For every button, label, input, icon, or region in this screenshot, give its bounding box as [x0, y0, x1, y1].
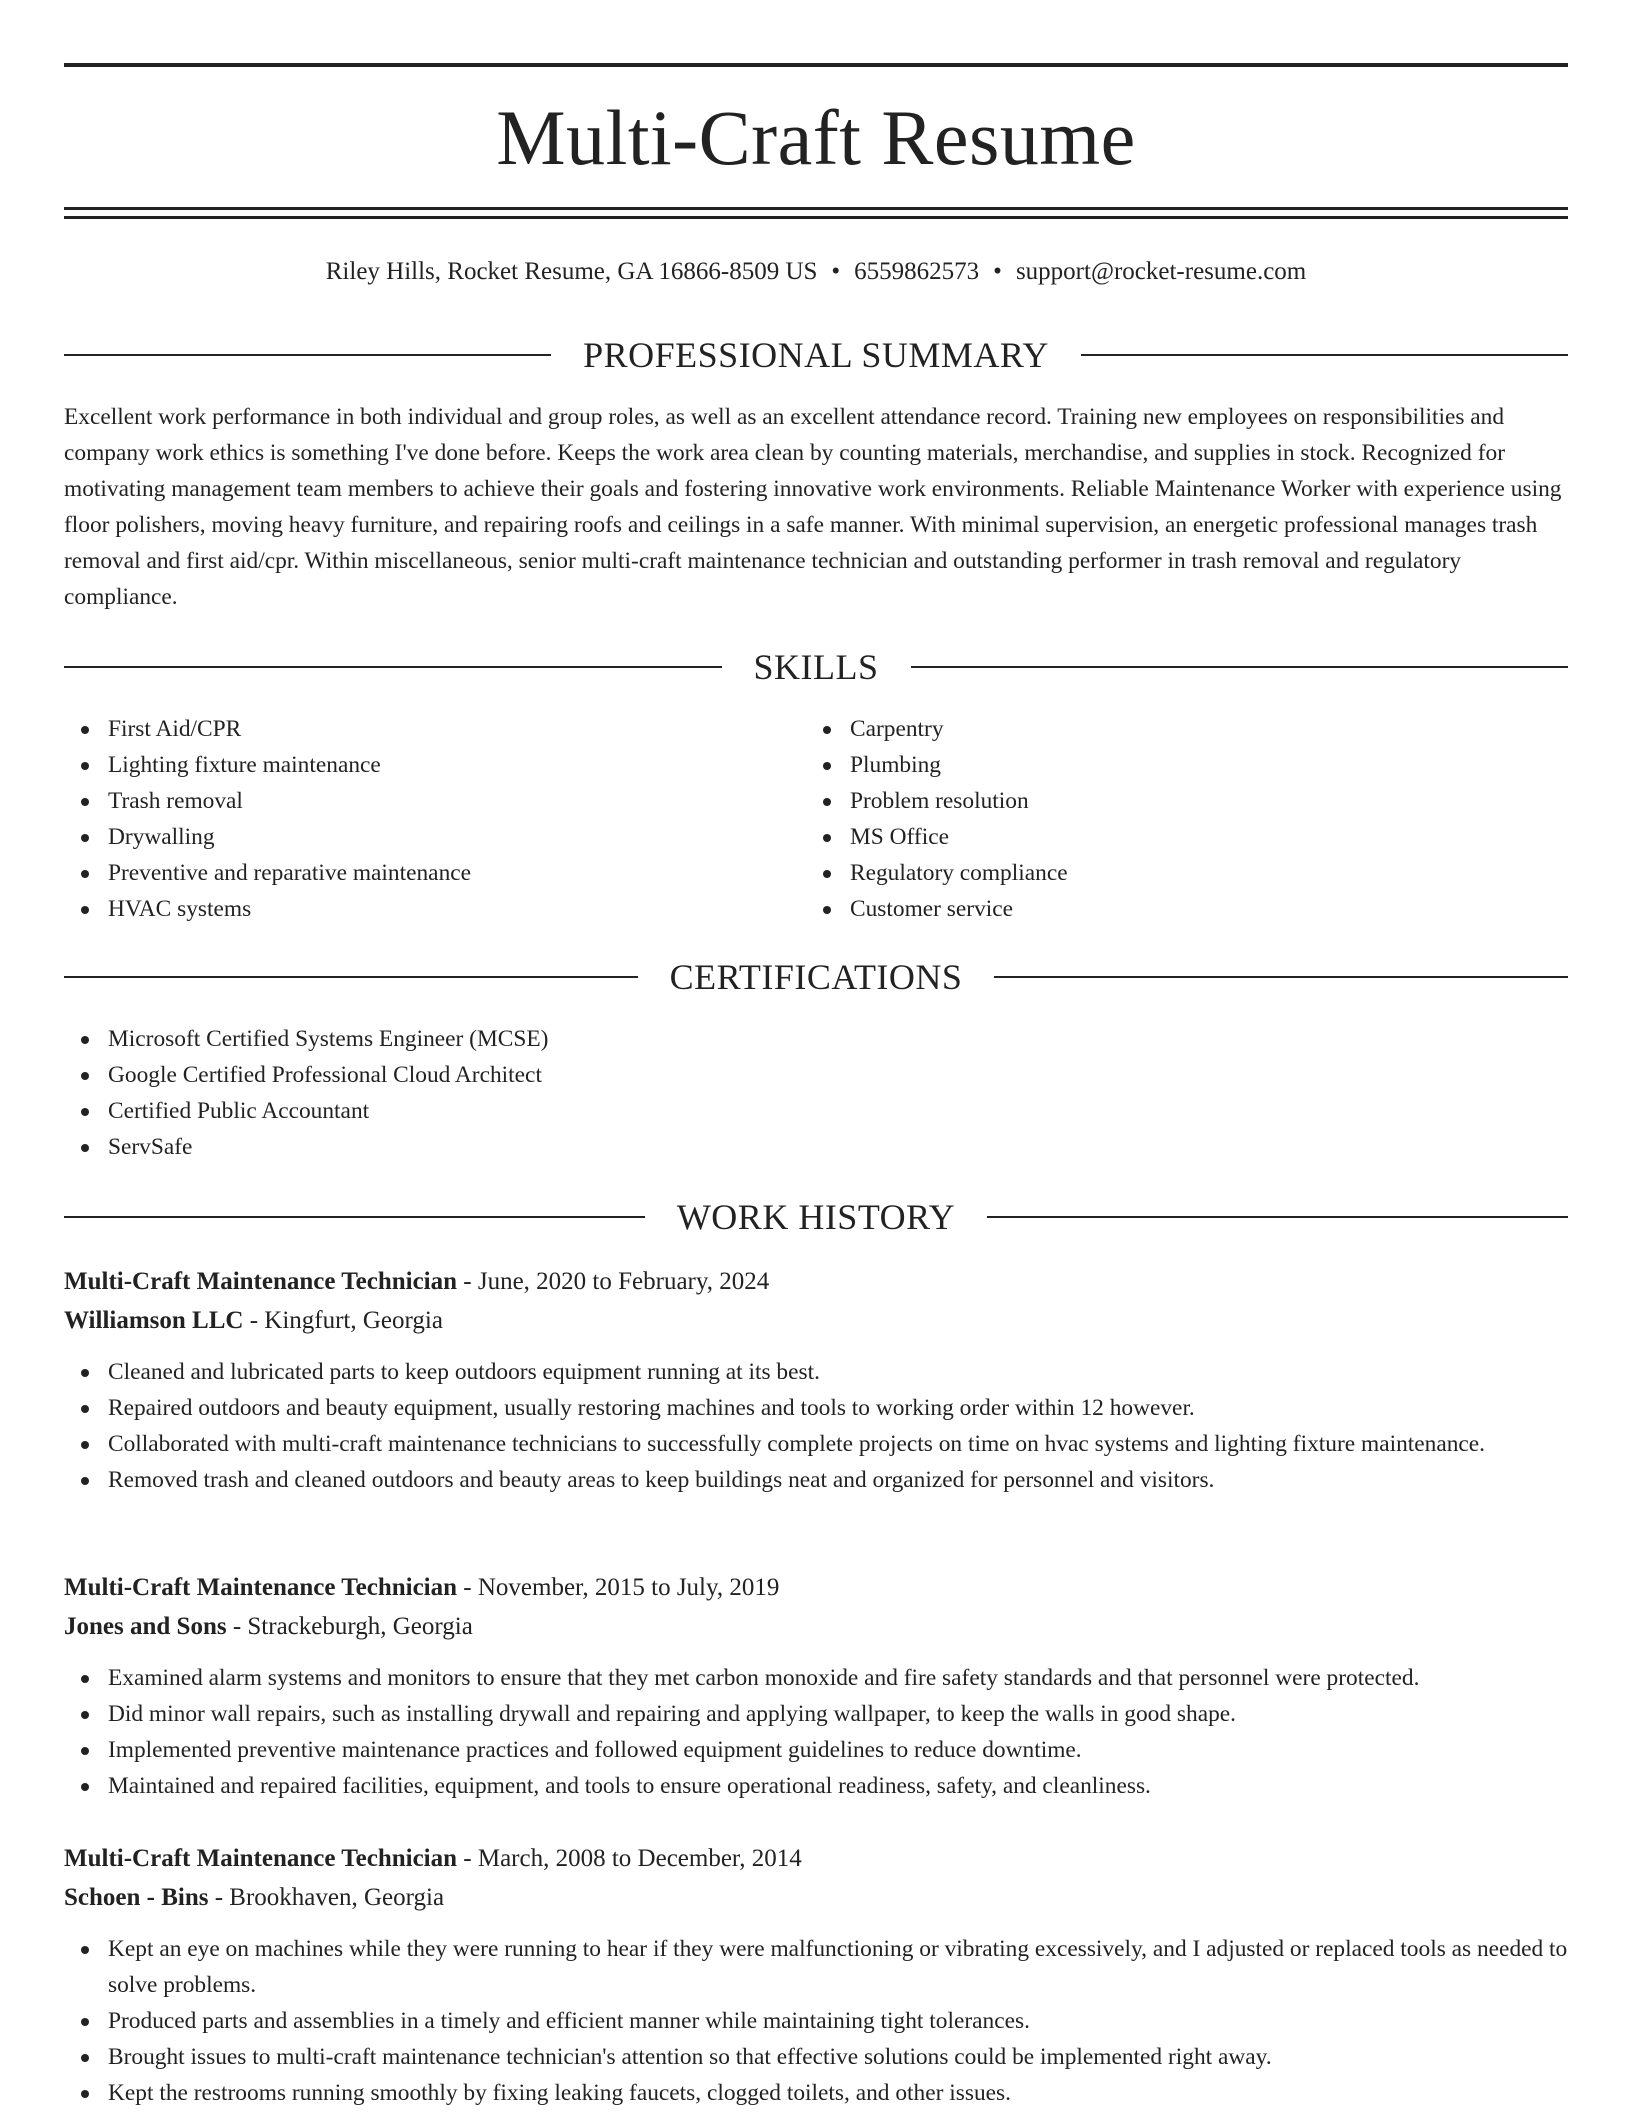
title-rule-lower	[64, 216, 1568, 219]
skills-heading	[64, 643, 1568, 691]
job-bullet: Repaired outdoors and beauty equipment, usually restoring machines and tools to working order within 12 however.	[64, 1390, 1568, 1426]
job-bullet: Examined alarm systems and monitors to ensure that they met carbon monoxide and fire safety standards and that personnel were protected.	[64, 1660, 1568, 1696]
skills-list-right	[806, 711, 1546, 927]
heading-label: CERTIFICATIONS	[669, 957, 963, 997]
certification-item: Google Certified Professional Cloud Architect	[64, 1057, 1568, 1093]
heading-label: WORK HISTORY	[676, 1197, 956, 1237]
job-bullet: Collaborated with multi-craft maintenance technicians to successfully complete projects on time on hvac systems and lighting fixture maintenance.	[64, 1426, 1568, 1462]
contact-separator: •	[993, 258, 1002, 285]
job-company-line	[64, 1878, 1568, 1917]
skill-item: Customer service	[806, 891, 1546, 927]
summary-text: Excellent work performance in both individual and group roles, as well as an excellent attendance record. Training new employees on responsibilities and company work ethics is something I've done before. Keeps the work area clean by counting materials, merchandise, and supplies in stock. Recognized for motivating management team members to achieve their goals and fostering innovative work environments. Reliable Maintenance Worker with experience using floor polishers, moving heavy furniture, and repairing roofs and ceilings in a safe manner. With minimal supervision, an energetic professional manages trash removal and first aid/cpr. Within miscellaneous, senior multi-craft maintenance technician and outstanding performer in trash removal and regulatory compliance.	[64, 404, 1562, 610]
resume-title: Multi-Craft Resume	[496, 94, 1136, 181]
skill-item: Plumbing	[806, 747, 1546, 783]
title-rule-upper	[64, 207, 1568, 210]
job-bullet: Maintained and repaired facilities, equipment, and tools to ensure operational readiness, safety, and cleanliness.	[64, 1768, 1568, 1804]
job-company-line	[64, 1301, 1568, 1340]
heading-rule	[987, 1216, 1568, 1218]
heading-rule	[994, 976, 1568, 978]
job-location: - Brookhaven, Georgia	[208, 1884, 445, 1911]
certification-item: ServSafe	[64, 1129, 1568, 1165]
job-location: - Strackeburgh, Georgia	[226, 1613, 473, 1640]
job-bullet: Did minor wall repairs, such as installing drywall and repairing and applying wallpaper, to keep the walls in good shape.	[64, 1696, 1568, 1732]
job-bullet: Removed trash and cleaned outdoors and beauty areas to keep buildings neat and organized for personnel and visitors.	[64, 1462, 1568, 1498]
job-bullets	[64, 1660, 1568, 1804]
skill-item: First Aid/CPR	[64, 711, 804, 747]
skill-item: MS Office	[806, 819, 1546, 855]
work-history-heading	[64, 1193, 1568, 1241]
heading-rule	[64, 354, 551, 356]
skills-list-left	[64, 711, 804, 927]
summary-heading	[64, 331, 1568, 379]
heading-rule	[1081, 354, 1568, 356]
contact-phone: 6559862573	[854, 258, 980, 285]
skill-item: Regulatory compliance	[806, 855, 1546, 891]
heading-rule	[911, 666, 1569, 668]
job-bullet: Kept the restrooms running smoothly by fixing leaking faucets, clogged toilets, and other issues.	[64, 2075, 1568, 2111]
contact-line	[64, 252, 1568, 292]
job-title-line	[64, 1839, 1568, 1878]
job-bullet: Cleaned and lubricated parts to keep outdoors equipment running at its best.	[64, 1354, 1568, 1390]
job-company: Williamson LLC	[64, 1307, 244, 1334]
job-company: Schoen - Bins	[64, 1884, 209, 1911]
job-dates: - November, 2015 to July, 2019	[457, 1574, 780, 1601]
certification-item: Microsoft Certified Systems Engineer (MCSE)	[64, 1021, 1568, 1057]
job-bullet: Brought issues to multi-craft maintenance technician's attention so that effective solutions could be implemented right away.	[64, 2039, 1568, 2075]
skill-item: Trash removal	[64, 783, 804, 819]
certification-item: Certified Public Accountant	[64, 1093, 1568, 1129]
job-title: Multi-Craft Maintenance Technician	[64, 1268, 458, 1295]
job-dates: - June, 2020 to February, 2024	[457, 1268, 770, 1295]
heading-rule	[64, 666, 722, 668]
heading-label: PROFESSIONAL SUMMARY	[583, 335, 1049, 375]
contact-email: support@rocket-resume.com	[1015, 258, 1307, 285]
job-bullet: Kept an eye on machines while they were running to hear if they were malfunctioning or vibrating excessively, and I adjusted or replaced tools as needed to solve problems.	[64, 1931, 1568, 2003]
skill-item: Carpentry	[806, 711, 1546, 747]
job-bullets	[64, 1931, 1568, 2111]
job-location: - Kingfurt, Georgia	[243, 1307, 443, 1334]
job-dates: - March, 2008 to December, 2014	[457, 1845, 802, 1872]
job-entry	[64, 1262, 1568, 1498]
job-bullet: Implemented preventive maintenance practices and followed equipment guidelines to reduce downtime.	[64, 1732, 1568, 1768]
heading-rule	[64, 976, 638, 978]
job-entry	[64, 1568, 1568, 1804]
certifications-heading	[64, 953, 1568, 1001]
job-company: Jones and Sons	[64, 1613, 227, 1640]
job-title: Multi-Craft Maintenance Technician	[64, 1845, 458, 1872]
heading-label: SKILLS	[753, 647, 879, 687]
skill-item: Drywalling	[64, 819, 804, 855]
job-bullets	[64, 1354, 1568, 1498]
job-bullet: Produced parts and assemblies in a timely and efficient manner while maintaining tight tolerances.	[64, 2003, 1568, 2039]
heading-rule	[64, 1216, 645, 1218]
contact-separator: •	[831, 258, 841, 285]
job-title-line	[64, 1262, 1568, 1301]
contact-address: Riley Hills, Rocket Resume, GA 16866-8509 US	[325, 258, 818, 285]
job-title: Multi-Craft Maintenance Technician	[64, 1574, 458, 1601]
skill-item: Preventive and reparative maintenance	[64, 855, 804, 891]
job-company-line	[64, 1607, 1568, 1646]
certifications-list	[64, 1021, 1568, 1165]
skill-item: HVAC systems	[64, 891, 804, 927]
skill-item: Problem resolution	[806, 783, 1546, 819]
job-entry	[64, 1839, 1568, 2111]
skill-item: Lighting fixture maintenance	[64, 747, 804, 783]
top-rule	[64, 63, 1568, 67]
job-title-line	[64, 1568, 1568, 1607]
